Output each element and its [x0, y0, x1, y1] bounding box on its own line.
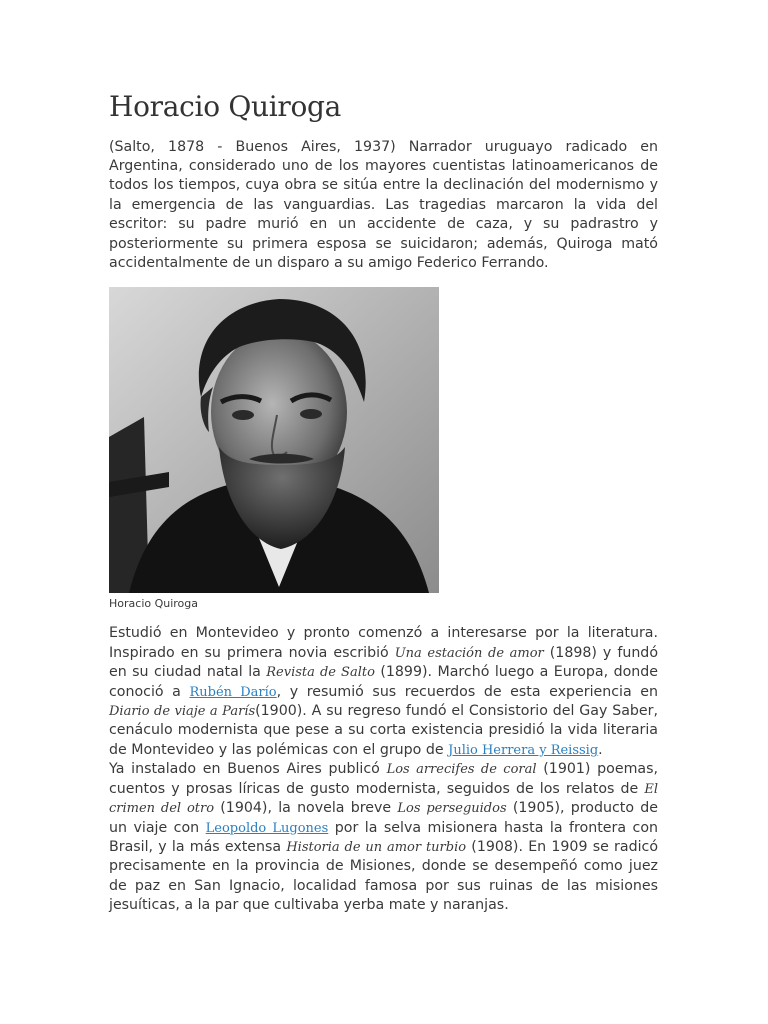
bio1-text-1: Estudió en Montevideo y pronto comenzó a interesarse por la literatura. Inspirado en su primera novia escribió: [109, 625, 658, 661]
bio2-text-2: (1901) poemas, cuentos y prosas líricas de gusto modernista, seguidos de los relatos de: [109, 761, 659, 797]
bio1-text-4: , y resumió sus recuerdos de esta experiencia en: [276, 683, 659, 700]
page-title: Horacio Quiroga: [109, 90, 342, 123]
bio2-text-4: (1905), producto de un viaje con: [109, 800, 659, 836]
work-title-historia-de-un-amor-turbio: Historia de un amor turbio: [286, 839, 467, 855]
bio1-text-6: .: [598, 741, 603, 758]
work-title-el-crimen-del-otro: El crimen del otro: [109, 781, 658, 817]
work-title-diario-de-viaje: Diario de viaje a París: [109, 704, 256, 720]
bio1-text-2: (1898) y fundó en su ciudad natal la: [109, 644, 658, 681]
document-page: [109, 90, 658, 916]
photo-caption: Horacio Quiroga: [109, 597, 199, 611]
link-julio-herrera-y-reissig[interactable]: Julio Herrera y Reissig: [448, 742, 599, 758]
biography-paragraph-2: [109, 760, 658, 915]
work-title-una-estacion-de-amor: Una estación de amor: [394, 645, 544, 661]
portrait-photo: [109, 287, 439, 593]
biography-paragraph-1: [109, 624, 658, 760]
work-title-los-perseguidos: Los perseguidos: [397, 801, 507, 817]
intro-paragraph: (Salto, 1878 - Buenos Aires, 1937) Narrador uruguayo radicado en Argentina, considerado uno de los mayores cuentistas latinoamericanos de todos los tiempos, cuya obra se sitúa entre la declinación del modernismo y la emergencia de las vanguardias. Las tragedias marcaron la vida del escritor: su padre murió en un accidente de caza, y su padrastro y posteriormente su primera esposa se suicidaron; además, Quiroga mató accidentalmente de un disparo a su amigo Federico Ferrando.: [109, 138, 658, 272]
bio2-text-3: (1904), la novela breve: [214, 800, 398, 817]
link-leopoldo-lugones[interactable]: Leopoldo Lugones: [205, 820, 329, 836]
bio1-text-5: (1900). A su regreso fundó el Consistorio del Gay Saber, cenáculo modernista que pese a su corta existencia presidió la vida literaria de Montevideo y las polémicas con el grupo de: [109, 703, 658, 758]
bio2-text-1: Ya instalado en Buenos Aires publicó: [109, 761, 387, 778]
bio2-text-6: (1908). En 1909 se radicó precisamente en la provincia de Misiones, donde se desempeñó como juez de paz en San Ignacio, localidad famosa por sus ruinas de las misiones jesuíticas, a la par que cultivaba yerba mate y naranjas.: [109, 838, 658, 914]
work-title-los-arrecifes-de-coral: Los arrecifes de coral: [386, 762, 537, 778]
work-title-revista-de-salto: Revista de Salto: [266, 665, 375, 681]
link-ruben-dario[interactable]: Rubén Darío: [189, 684, 277, 700]
bio1-text-3: (1899). Marchó luego a Europa, donde conoció a: [109, 664, 658, 700]
bio2-text-5: por la selva misionera hasta la frontera con Brasil, y la más extensa: [109, 819, 658, 855]
